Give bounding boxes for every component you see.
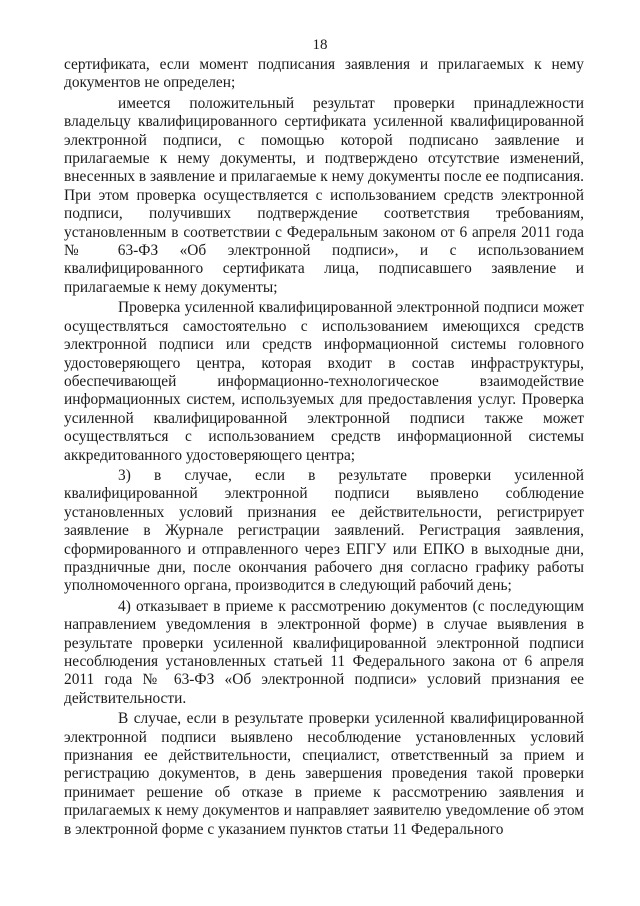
paragraph-item-3-registration: 3) в случае, если в результате проверки усиленной квалифицированной электронной подписи выявлено соблюдение установленных условий признания ее действительности, регистрирует заявление в Журнале регистрации заявлений. Регистрация заявления, сформированного и отправленного через ЕПГУ или ЕПКО в выходные дни, праздничные дни, после окончания рабочего дня согласно графику работы уполномоченного органа, производится в следующий рабочий день; <box>64 466 584 595</box>
paragraph-positive-check-result: имеется положительный результат проверки принадлежности владельцу квалифицированного сертификата усиленной квалифицированной электронной подписи, с помощью которой подписано заявление и прилагаемые к нему документы, и подтверждено отсутствие изменений, внесенных в заявление и прилагаемые к нему документы после ее подписания. При этом проверка осуществляется с использованием средств электронной подписи, получивших подтверждение соответствия требованиям, установленным в соответствии с Федеральным законом от 6 апреля 2011 года № 63-ФЗ «Об электронной подписи», и с использованием квалифицированного сертификата лица, подписавшего заявление и прилагаемые к нему документы; <box>64 94 584 296</box>
page-number: 18 <box>312 37 328 53</box>
paragraph-signature-verification: Проверка усиленной квалифицированной электронной подписи может осуществляться самостоятельно с использованием имеющихся средств электронной подписи или средств информационной системы головного удостоверяющего центра, которая входит в состав инфраструктуры, обеспечивающей информационно-технологическое взаимодействие информационных систем, используемых для предоставления услуг. Проверка усиленной квалифицированной электронной подписи также может осуществляться с использованием средств информационной системы аккредитованного удостоверяющего центра; <box>64 299 584 464</box>
paragraph-certificate-continuation: сертификата, если момент подписания заявления и прилагаемых к нему документов не определен; <box>64 56 584 92</box>
body-text <box>64 56 584 839</box>
paragraph-refusal-decision: В случае, если в результате проверки усиленной квалифицированной электронной подписи выявлено несоблюдение установленных условий признания ее действительности, специалист, ответственный за прием и регистрацию документов, в день завершения проведения такой проверки принимает решение об отказе в приеме к рассмотрению заявления и прилагаемых к нему документов и направляет заявителю уведомление об этом в электронной форме с указанием пунктов статьи 11 Федерального <box>64 710 584 838</box>
paragraph-item-4-refusal: 4) отказывает в приеме к рассмотрению документов (с последующим направлением уведомления в электронной форме) в случае выявления в результате проверки усиленной квалифицированной электронной подписи несоблюдения установленных статьей 11 Федерального закона от 6 апреля 2011 года № 63-ФЗ «Об электронной подписи» условий признания ее действительности. <box>64 597 584 707</box>
